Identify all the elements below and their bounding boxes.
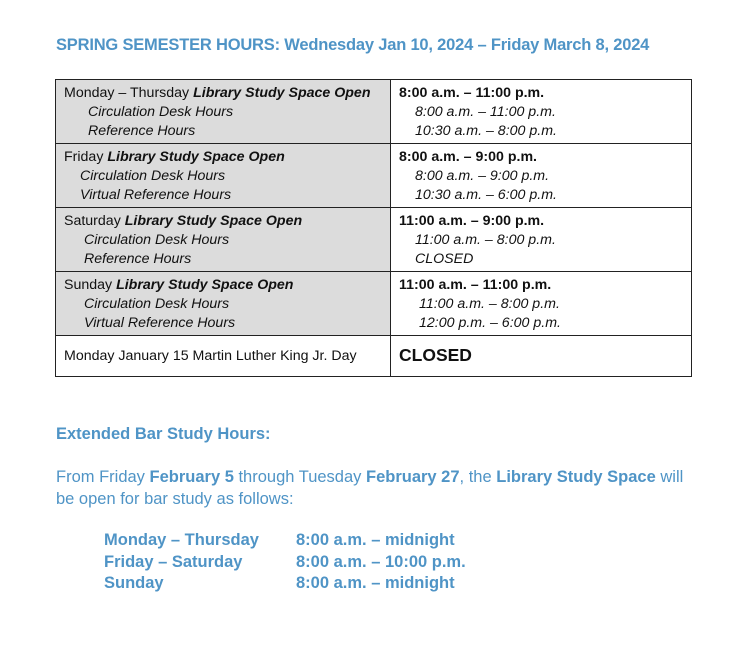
circulation-hours: 8:00 a.m. – 9:00 p.m.	[415, 168, 550, 184]
day-label: Sunday	[64, 277, 113, 293]
day-cell	[56, 144, 391, 208]
holiday-status: CLOSED	[399, 344, 472, 365]
bar-days: Sunday	[104, 574, 164, 592]
list-item	[104, 531, 466, 553]
list-item	[104, 574, 466, 596]
reference-hours: CLOSED	[415, 251, 474, 267]
table-row	[56, 144, 692, 208]
space-open-label: Library Study Space Open	[107, 149, 285, 165]
table-row	[56, 272, 692, 336]
day-label: Friday	[64, 149, 104, 165]
circulation-label: Circulation Desk Hours	[84, 296, 230, 312]
reference-label: Reference Hours	[84, 251, 192, 267]
reference-hours: 10:30 a.m. – 8:00 p.m.	[415, 123, 557, 139]
semester-heading: SPRING SEMESTER HOURS: Wednesday Jan 10, 2024 – Friday March 8, 2024	[56, 36, 650, 54]
circulation-hours: 11:00 a.m. – 8:00 p.m.	[419, 296, 560, 312]
open-hours: 11:00 a.m. – 11:00 p.m.	[399, 277, 552, 293]
list-item	[104, 553, 466, 575]
circulation-label: Circulation Desk Hours	[88, 104, 234, 120]
day-cell	[56, 272, 391, 336]
circulation-label: Circulation Desk Hours	[84, 232, 230, 248]
bar-hours: 8:00 a.m. – midnight	[296, 574, 455, 592]
day-label: Monday – Thursday	[64, 85, 190, 101]
reference-hours: 12:00 p.m. – 6:00 p.m.	[419, 315, 561, 331]
para-text: , the	[459, 468, 497, 486]
para-text: will be open for bar study as follows:	[56, 468, 684, 508]
reference-label: Virtual Reference Hours	[84, 315, 236, 331]
para-text: through Tuesday	[233, 468, 366, 486]
open-hours: 8:00 a.m. – 9:00 p.m.	[399, 149, 538, 165]
reference-label: Virtual Reference Hours	[80, 187, 232, 203]
para-space-name: Library Study Space	[496, 468, 656, 486]
extended-paragraph	[56, 466, 686, 510]
hours-table	[55, 79, 692, 377]
space-open-label: Library Study Space Open	[124, 213, 303, 229]
space-open-label: Library Study Space Open	[116, 277, 294, 293]
para-text: From Friday	[56, 468, 150, 486]
space-open-label: Library Study Space Open	[193, 85, 371, 101]
day-label: Saturday	[64, 213, 121, 229]
circulation-hours: 11:00 a.m. – 8:00 p.m.	[415, 232, 556, 248]
bar-hours: 8:00 a.m. – midnight	[296, 531, 455, 549]
open-hours: 11:00 a.m. – 9:00 p.m.	[399, 213, 545, 229]
hours-cell	[391, 208, 692, 272]
extended-heading: Extended Bar Study Hours:	[56, 425, 271, 443]
holiday-label: Monday January 15 Martin Luther King Jr. Day	[56, 336, 391, 377]
para-date-start: February 5	[149, 468, 234, 486]
table-row	[56, 208, 692, 272]
table-row	[56, 80, 692, 144]
holiday-status-cell	[391, 336, 692, 377]
open-hours: 8:00 a.m. – 11:00 p.m.	[399, 85, 545, 101]
bar-study-list	[104, 531, 466, 596]
bar-days: Friday – Saturday	[104, 552, 243, 571]
day-cell	[56, 80, 391, 144]
circulation-label: Circulation Desk Hours	[80, 168, 226, 184]
hours-cell	[391, 144, 692, 208]
reference-label: Reference Hours	[88, 123, 196, 139]
para-date-end: February 27	[365, 468, 460, 486]
day-cell	[56, 208, 391, 272]
bar-hours: 8:00 a.m. – 10:00 p.m.	[296, 552, 466, 571]
holiday-row	[56, 336, 692, 377]
bar-days: Monday – Thursday	[104, 531, 259, 549]
circulation-hours: 8:00 a.m. – 11:00 p.m.	[415, 104, 556, 120]
hours-cell	[391, 272, 692, 336]
hours-cell	[391, 80, 692, 144]
reference-hours: 10:30 a.m. – 6:00 p.m.	[415, 187, 557, 203]
